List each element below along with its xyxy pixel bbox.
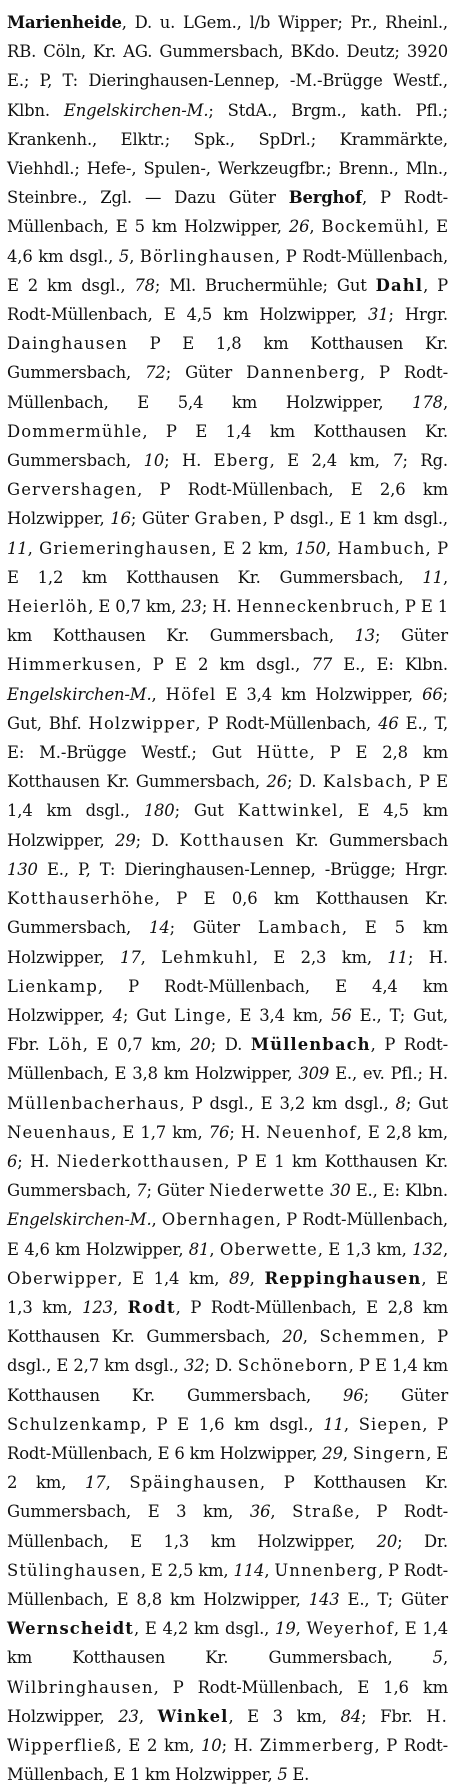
population-count: 123: [82, 1297, 113, 1317]
place-name: Henneckenbruch: [236, 597, 395, 617]
population-count: 130: [7, 859, 38, 879]
entry-text: , P dsgl., E 3,2 km dsgl.,: [179, 1093, 396, 1113]
entry-text: , P Rodt-Müllenbach, E 4,4 km Holzwipper,: [7, 976, 448, 1025]
entry-text: , E 4,5 km Holzwipper,: [7, 801, 448, 850]
place-name: Schöneborn: [237, 1356, 349, 1376]
entry-text: , E 1,4 km Kotthausen Kr. Gummersbach,: [7, 1619, 449, 1668]
entry-text: ,: [442, 567, 448, 587]
entry-text: ,: [442, 392, 448, 412]
entry-text: , P E 1 km Kotthausen Kr. Gummersbach,: [7, 1151, 448, 1201]
place-name: Oberwette: [219, 1239, 318, 1259]
entry-text: , E 2 km,: [116, 1735, 202, 1755]
entry-text: ; H.: [407, 947, 448, 967]
population-count: 7: [136, 1181, 147, 1201]
entry-text: , P dsgl., E 1 km dsgl.,: [262, 509, 448, 529]
entry-text: , P Rodt-Müllenbach, E 1 km Holzwipper,: [7, 1735, 448, 1785]
population-count: 143: [308, 1589, 340, 1609]
entry-text: , P E 2,8 km Kotthausen Kr. Gummersbach,: [7, 743, 448, 792]
population-count: 23: [181, 597, 202, 617]
place-name: Höfel: [165, 684, 217, 704]
entry-text: , P Rodt-Müllenbach, E 4,6 km Holzwipper,: [7, 1210, 448, 1259]
population-count: 36: [249, 1502, 271, 1522]
population-count: 5: [277, 1765, 288, 1785]
entry-heading: Marienheide: [7, 13, 122, 32]
place-name: Zimmerberg: [259, 1735, 375, 1755]
gazetteer-entry-marienheide: [7, 8, 448, 1789]
place-name: Berghof: [288, 188, 362, 208]
place-name: Oberwipper: [7, 1268, 118, 1288]
entry-text: , P E 1,2 km Kotthausen Kr. Gummersbach,: [7, 538, 449, 587]
entry-text: ; Gut: [122, 1005, 175, 1025]
population-count: 81: [188, 1239, 210, 1259]
place-name: Straße: [292, 1502, 355, 1522]
place-name: Dommermühle: [7, 421, 143, 441]
population-count: 20: [190, 1035, 211, 1055]
population-count: 19: [275, 1619, 296, 1639]
entry-text: , P Rodt-Müllenbach, E 2,8 km Kotthausen Kr. Gummersbach,: [7, 1297, 449, 1347]
population-count: 180: [143, 801, 175, 821]
entry-text: ,: [27, 538, 40, 558]
entry-text: , D. u. LGem., l/b Wipper; Pr., Rheinl., RB. Cöln, Kr. AG. Gummersbach, BKdo. Deutz; 3920 E.; P, T: Dieringhausen-Lennep, -M.-Brügge Westf., Klbn.: [7, 13, 448, 120]
entry-text: ; H.: [221, 1735, 260, 1755]
entry-text: ; D.: [135, 830, 180, 850]
place-name: Dannenberg: [246, 363, 360, 383]
entry-text: E., T, E: M.-Brügge Westf.; Gut: [7, 713, 448, 763]
population-count: 150: [295, 538, 326, 558]
population-count: 5: [432, 1648, 443, 1668]
entry-text: , P Rodt-Müllenbach, E 2,6 km Holzwipper,: [7, 480, 448, 529]
entry-text: ; D.: [210, 1035, 251, 1055]
entry-text: , P E 2 km dsgl.,: [136, 655, 312, 675]
population-count: 89: [229, 1268, 250, 1288]
entry-text: , P Rodt-Müllenbach,: [195, 713, 379, 733]
place-name: Kattwinkel: [237, 801, 339, 821]
entry-text: ,: [249, 1268, 265, 1288]
entry-text: , P E 0,6 km Kotthausen Kr. Gummersbach,: [7, 889, 448, 938]
entry-text: ,: [442, 1648, 448, 1668]
place-name: Siepen: [358, 1414, 423, 1434]
entry-text: , P Rodt-Müllenbach, E 1,6 km Holzwipper,: [7, 1677, 448, 1726]
place-name: Himmerkusen: [7, 655, 137, 675]
entry-text: ,: [270, 1502, 293, 1522]
entry-text: , E 5 km Holzwipper,: [7, 918, 448, 967]
population-count: 16: [110, 509, 131, 529]
entry-text: E., P, T: Dieringhausen-Lennep, -Brügge; Hrgr.: [37, 859, 448, 879]
place-name: Kotthauserhöhe: [7, 889, 155, 909]
entry-text: , P Rodt-Müllenbach, E 5,4 km Holzwipper,: [7, 363, 448, 412]
place-name: Stülinghausen: [7, 1560, 141, 1580]
entry-text: ,: [343, 1414, 359, 1434]
population-count: 26: [288, 217, 310, 237]
entry-text: ,: [138, 1706, 158, 1726]
place-name: Kalsbach: [322, 772, 408, 792]
population-count: 72: [145, 363, 166, 383]
entry-text: ; Güter: [130, 509, 195, 529]
population-count: 11: [7, 538, 28, 558]
place-name: Dahl: [375, 275, 424, 295]
population-count: 11: [323, 1414, 344, 1434]
place-name: Graben: [194, 509, 263, 529]
place-name: Holzwipper: [88, 713, 196, 733]
entry-text: ; Fbr.: [361, 1706, 427, 1726]
population-count: Engelskirchen-M.: [7, 1210, 152, 1230]
place-name: Wilbringhausen: [7, 1677, 154, 1697]
entry-text: ; Güter: [169, 918, 258, 938]
entry-text: E., ev. Pfl.; H.: [329, 1064, 448, 1084]
entry-text: , P E 1,4 km Kotthausen Kr. Gummersbach,: [7, 1356, 448, 1405]
population-count: 46: [378, 713, 399, 733]
population-count: 13: [354, 626, 376, 646]
place-name: Eberg: [213, 451, 270, 471]
place-name: Löh: [48, 1035, 83, 1055]
population-count: 31: [367, 305, 389, 325]
population-count: 309: [298, 1064, 330, 1084]
entry-text: ; H.: [17, 1151, 57, 1171]
entry-text: ; Ml. Bruchermühle; Gut: [154, 275, 376, 295]
place-name: Heierlöh: [7, 597, 89, 617]
entry-text: , E 4,2 km dsgl.,: [133, 1619, 276, 1639]
entry-text: ,: [129, 246, 140, 266]
entry-text: ; H.: [201, 597, 237, 617]
place-name: Börlinghausen: [139, 246, 276, 266]
population-count: 20: [376, 1531, 398, 1551]
place-name: Hambuch: [337, 538, 426, 558]
entry-text: , E 1,7 km,: [111, 1122, 209, 1142]
entry-text: ; Güter: [363, 1385, 449, 1405]
population-count: 6: [7, 1151, 18, 1171]
population-count: 76: [208, 1122, 230, 1142]
place-name: Lienkamp: [7, 976, 98, 996]
place-name: Linge: [174, 1005, 227, 1025]
entry-text: ; Dr.: [397, 1531, 448, 1551]
place-name: Müllenbach: [250, 1035, 371, 1055]
entry-text: , E 2,8 km,: [356, 1122, 448, 1142]
entry-text: ; H.: [164, 451, 214, 471]
entry-text: E., T; Gut, Fbr.: [7, 1005, 448, 1055]
place-name: Dainghausen: [7, 334, 128, 354]
entry-text: ,: [309, 217, 322, 237]
population-count: 114: [233, 1560, 265, 1580]
place-name: Hütte: [256, 743, 310, 763]
entry-text: , P Rodt-Müllenbach, E 6 km Holzwipper,: [7, 1414, 448, 1463]
population-count: 8: [395, 1093, 406, 1113]
entry-text: , E 0,7 km,: [82, 1035, 191, 1055]
entry-text: ; Güter: [165, 363, 247, 383]
entry-text: P E 1,8 km Kotthausen Kr. Gummersbach,: [7, 334, 448, 383]
entry-text: , E 3,4 km,: [226, 1005, 332, 1025]
entry-text: , P Rodt-Müllenbach, E 4,5 km Holzwipper,: [7, 275, 448, 325]
entry-text: , P dsgl., E 2,7 km dsgl.,: [7, 1327, 448, 1376]
entry-text: , P E 1,6 km dsgl.,: [141, 1414, 324, 1434]
place-name: Reppinghausen: [264, 1268, 422, 1288]
entry-text: ; StdA., Brgm., kath. Pfl.; Krankenh., Elktr.; Spk., SpDrl.; Krammärkte, Viehhdl.; Hefe-, Spulen-, Werkzeugfbr.; Brenn., Mln., Steinbre., Zgl. — Dazu Güter: [7, 100, 448, 208]
place-name: Lambach: [257, 918, 342, 938]
population-count: 66: [422, 684, 443, 704]
place-name: H. Wipperfließ: [7, 1706, 448, 1755]
entry-text: ; Gut: [174, 801, 238, 821]
population-count: 10: [143, 451, 165, 471]
entry-text: ; Rg.: [402, 451, 448, 471]
place-name: Obernhagen: [161, 1210, 276, 1230]
population-count: 78: [134, 275, 155, 295]
entry-text: ; Hrgr.: [388, 305, 448, 325]
entry-text: ; Güter: [146, 1181, 209, 1201]
place-name: Unnenberg: [274, 1560, 378, 1580]
population-count: 29: [322, 1443, 343, 1463]
population-count: 17: [85, 1473, 106, 1493]
entry-text: ; Güter: [375, 626, 448, 646]
entry-text: ,: [442, 1239, 448, 1259]
population-count: 17: [120, 947, 141, 967]
entry-text: ; H.: [229, 1122, 267, 1142]
place-name: Neuenhaus: [7, 1122, 112, 1142]
entry-text: , E 4,6 km dsgl.,: [7, 217, 448, 266]
entry-text: ,: [325, 538, 338, 558]
population-count: 77: [311, 655, 333, 675]
population-count: Engelskirchen-M.: [7, 684, 152, 704]
entry-text: ,: [342, 1443, 353, 1463]
entry-text: , E 1,4 km,: [117, 1268, 230, 1288]
population-count: 7: [392, 451, 403, 471]
entry-text: , P Rodt-Müllenbach, E 5 km Holzwipper,: [7, 188, 448, 237]
population-count: 29: [115, 830, 136, 850]
entry-text: ; Gut: [405, 1093, 448, 1113]
entry-text: E., E: Klbn.: [332, 655, 448, 675]
entry-text: ,: [151, 684, 166, 704]
population-count: 23: [118, 1706, 139, 1726]
place-name: Niederkotthausen: [56, 1151, 225, 1171]
entry-text: Kr. Gummersbach: [284, 830, 448, 850]
population-count: 14: [149, 918, 170, 938]
entry-text: ,: [264, 1560, 275, 1580]
entry-text: , E 2,5 km,: [140, 1560, 234, 1580]
population-count: 4: [112, 1005, 123, 1025]
population-count: 5: [118, 246, 130, 266]
entry-text: , E 2,4 km,: [269, 451, 393, 471]
place-name: Späinghausen: [129, 1473, 260, 1493]
entry-text: ,: [105, 1473, 130, 1493]
entry-text: , E 3 km,: [228, 1706, 341, 1726]
population-count: 32: [183, 1356, 205, 1376]
entry-text: E.: [287, 1765, 310, 1785]
entry-text: , P E 1 km Kotthausen Kr. Gummersbach,: [7, 597, 448, 646]
place-name: Bockemühl: [321, 217, 425, 237]
entry-text: , P E 1,4 km dsgl.,: [7, 772, 448, 821]
place-name: Kotthausen: [179, 830, 285, 850]
entry-text: , E 2 km,: [211, 538, 296, 558]
population-count: 178: [412, 392, 443, 412]
entry-text: , P Kotthausen Kr. Gummersbach, E 3 km,: [7, 1473, 448, 1522]
entry-text: , E 1,3 km,: [317, 1239, 413, 1259]
population-count: 10: [201, 1735, 222, 1755]
entry-text: ,: [209, 1239, 220, 1259]
entry-text: , E 2 km,: [7, 1443, 449, 1493]
population-count: 30: [330, 1181, 351, 1201]
population-count: 26: [266, 772, 288, 792]
entry-text: , P Rodt-Müllenbach, E 2 km dsgl.,: [7, 246, 448, 295]
place-name: Schemmen: [319, 1327, 421, 1347]
entry-text: , P Rodt-Müllenbach, E 3,8 km Holzwipper,: [7, 1035, 448, 1084]
entry-text: , P Rodt-Müllenbach, E 8,8 km Holzwipper,: [7, 1560, 448, 1609]
place-name: Müllenbacherhaus: [7, 1093, 180, 1113]
place-name: Niederwette: [209, 1181, 326, 1201]
population-count: 56: [331, 1005, 352, 1025]
entry-text: , E 2,3 km,: [252, 947, 388, 967]
entry-text: ; D.: [287, 772, 323, 792]
entry-text: ,: [151, 1210, 162, 1230]
population-count: 11: [422, 567, 443, 587]
entry-text: E., T; Güter: [339, 1589, 448, 1609]
place-name: Winkel: [157, 1706, 229, 1726]
entry-text: ,: [140, 947, 162, 967]
place-name: Lehmkuhl: [161, 947, 253, 967]
entry-text: , P E 1,4 km Kotthausen Kr. Gummersbach,: [7, 421, 448, 471]
entry-text: ; Gut, Bhf.: [7, 684, 448, 733]
entry-text: E., E: Klbn.: [350, 1181, 448, 1201]
population-count: Engelskirchen-M.: [63, 100, 209, 120]
place-name: Rodt: [127, 1297, 176, 1317]
population-count: 20: [282, 1327, 303, 1347]
entry-text: , E 0,7 km,: [88, 597, 182, 617]
entry-text: ,: [295, 1619, 307, 1639]
population-count: 132: [412, 1239, 443, 1259]
population-count: 96: [343, 1385, 364, 1405]
place-name: Neuenhof: [266, 1122, 357, 1142]
place-name: Weyerhof: [306, 1619, 394, 1639]
place-name: Griemeringhausen: [39, 538, 212, 558]
population-count: 11: [387, 947, 408, 967]
population-count: 84: [340, 1706, 362, 1726]
entry-text: ; D.: [204, 1356, 238, 1376]
entry-text: ,: [112, 1297, 128, 1317]
place-name: Wernscheidt: [7, 1619, 134, 1639]
place-name: Gervershagen: [7, 480, 138, 500]
place-name: Schulzenkamp: [7, 1414, 142, 1434]
entry-text: , E 1,3 km,: [7, 1268, 448, 1317]
place-name: Singern: [352, 1443, 427, 1463]
entry-text: , P Rodt-Müllenbach, E 1,3 km Holzwipper,: [7, 1502, 448, 1551]
entry-text: ,: [302, 1327, 320, 1347]
entry-text: E 3,4 km Holzwipper,: [216, 684, 423, 704]
